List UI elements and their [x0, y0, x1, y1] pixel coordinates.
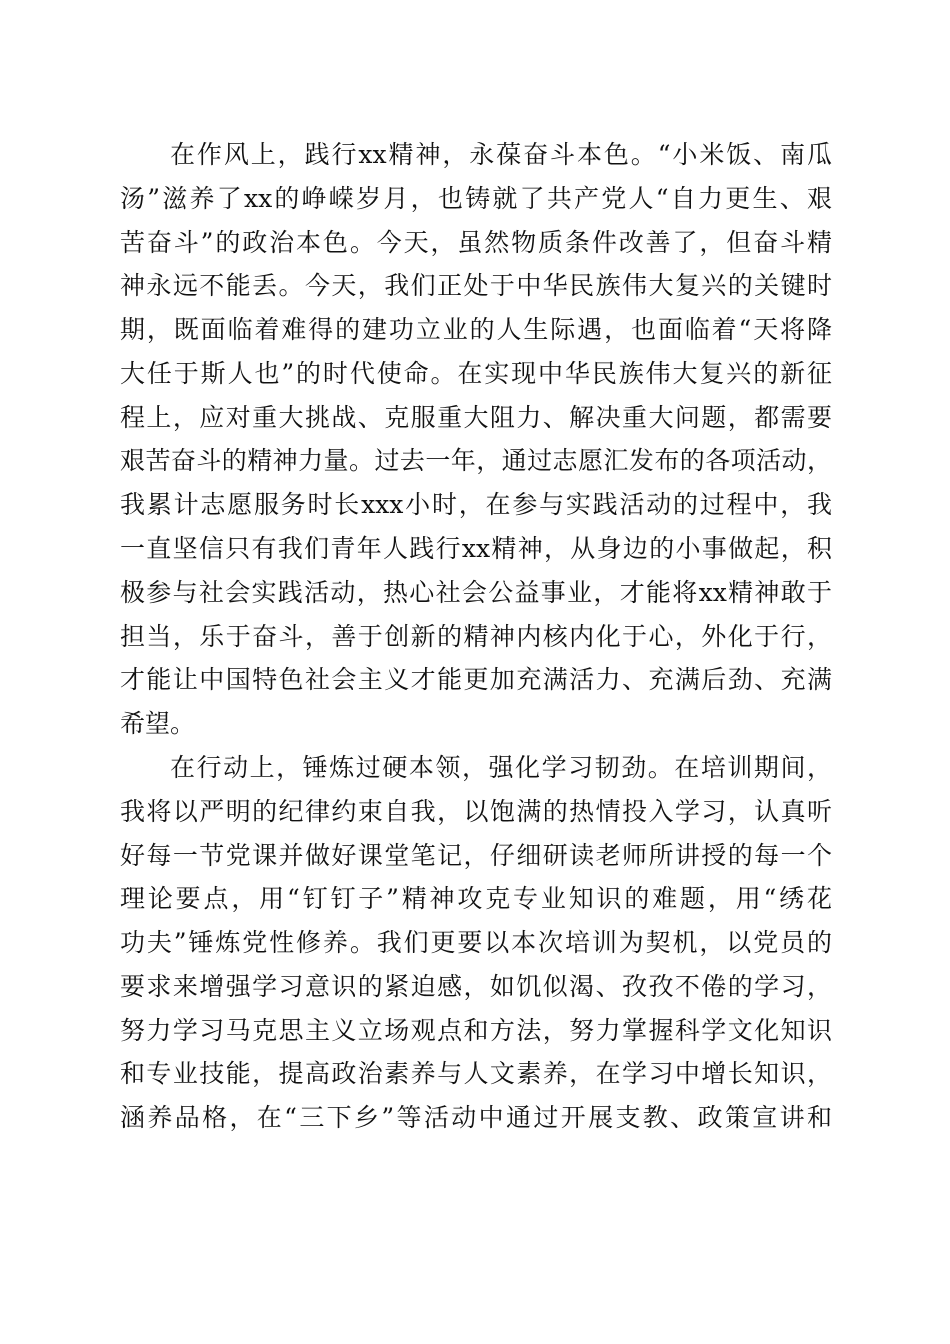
paragraph-1-line-9: 我累计志愿服务时长xxx小时，在参与实践活动的过程中，我	[120, 490, 832, 519]
paragraph-2-line-7: 努力学习马克思主义立场观点和方法，努力掌握科学文化知识	[120, 1016, 832, 1045]
paragraph-1-line-5: 期，既面临着难得的建功立业的人生际遇，也面临着“天将降	[120, 315, 832, 344]
paragraph-2-line-4: 理论要点，用“钉钉子”精神攻克专业知识的难题，用“绣花	[120, 884, 832, 913]
paragraph-2-line-3: 好每一节党课并做好课堂笔记，仔细研读老师所讲授的每一个	[120, 841, 832, 870]
paragraph-1-line-11: 极参与社会实践活动，热心社会公益事业，才能将xx精神敢于	[120, 578, 832, 607]
paragraph-2-line-9: 涵养品格，在“三下乡”等活动中通过开展支教、政策宣讲和	[120, 1103, 832, 1132]
paragraph-1-line-4: 神永远不能丢。今天，我们正处于中华民族伟大复兴的关键时	[120, 271, 832, 300]
paragraph-1-line-6: 大任于斯人也”的时代使命。在实现中华民族伟大复兴的新征	[120, 359, 832, 388]
paragraph-2-line-5: 功夫”锤炼党性修养。我们更要以本次培训为契机，以党员的	[120, 928, 832, 957]
paragraph-2-line-2: 我将以严明的纪律约束自我，以饱满的热情投入学习，认真听	[120, 797, 832, 826]
paragraph-1-line-1: 在作风上，践行xx精神，永葆奋斗本色。“小米饭、南瓜	[170, 140, 832, 169]
paragraph-1-line-3: 苦奋斗”的政治本色。今天，虽然物质条件改善了，但奋斗精	[120, 228, 832, 257]
paragraph-2-line-1: 在行动上，锤炼过硬本领，强化学习韧劲。在培训期间，	[170, 753, 832, 782]
paragraph-1-line-12: 担当，乐于奋斗，善于创新的精神内核内化于心，外化于行，	[120, 622, 832, 651]
paragraph-1-line-8: 艰苦奋斗的精神力量。过去一年，通过志愿汇发布的各项活动，	[120, 446, 832, 475]
paragraph-1-line-2: 汤”滋养了xx的峥嵘岁月，也铸就了共产党人“自力更生、艰	[120, 184, 832, 213]
paragraph-2-line-8: 和专业技能，提高政治素养与人文素养，在学习中增长知识，	[120, 1059, 832, 1088]
paragraph-2-line-6: 要求来增强学习意识的紧迫感，如饥似渴、孜孜不倦的学习，	[120, 972, 832, 1001]
paragraph-1-line-10: 一直坚信只有我们青年人践行xx精神，从身边的小事做起，积	[120, 534, 832, 563]
paragraph-1-line-14: 希望。	[120, 709, 196, 738]
paragraph-1-line-13: 才能让中国特色社会主义才能更加充满活力、充满后劲、充满	[120, 665, 832, 694]
paragraph-1-line-7: 程上，应对重大挑战、克服重大阻力、解决重大问题，都需要	[120, 403, 832, 432]
